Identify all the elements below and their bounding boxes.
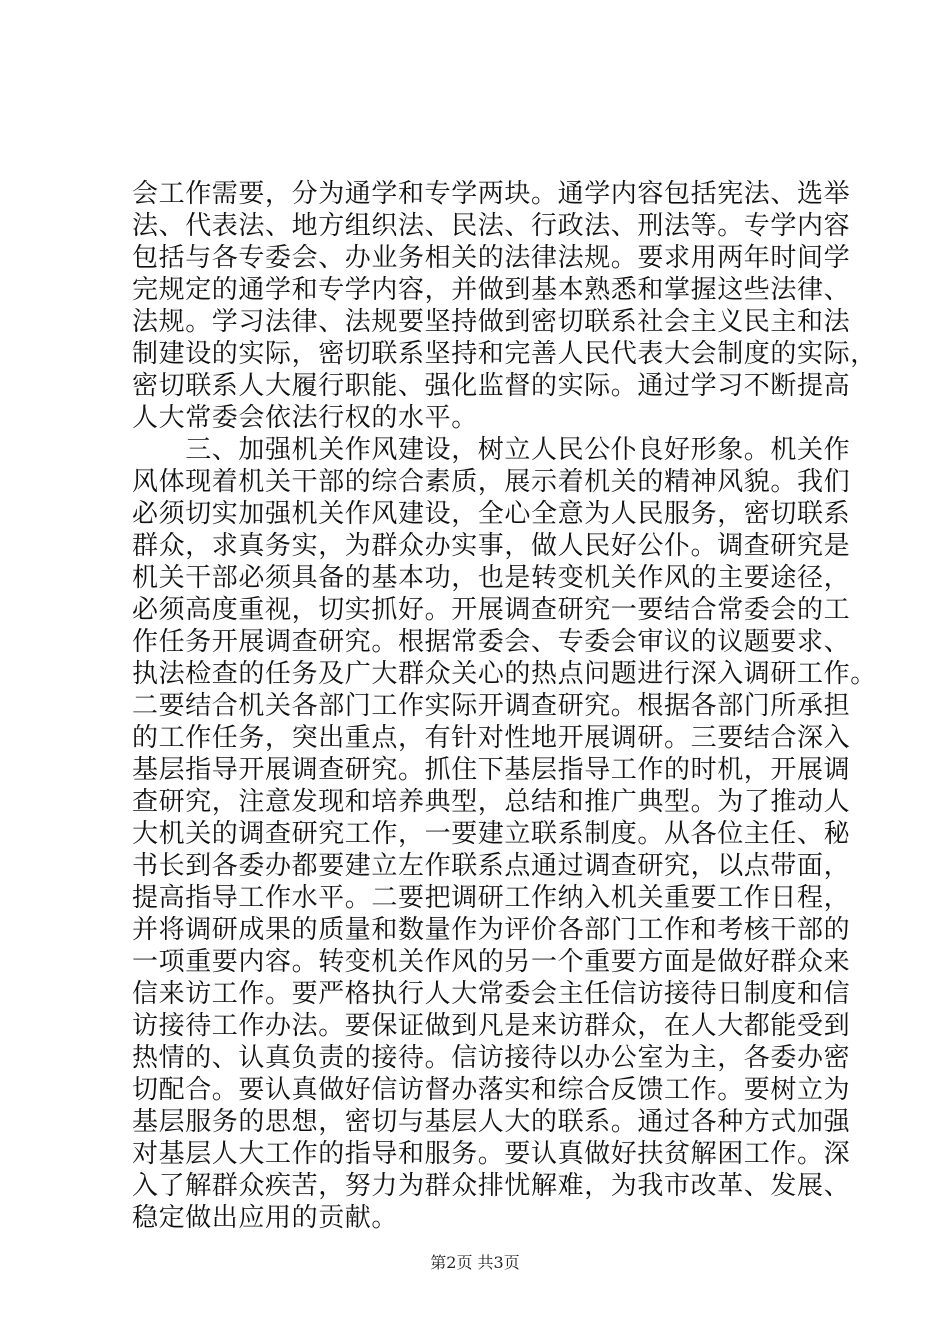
- text-line: 大机关的调查研究工作，一要建立联系制度。从各位主任、秘: [132, 819, 851, 849]
- text-line: 信来访工作。要严格执行人大常委会主任信访接待日制度和信: [132, 979, 851, 1009]
- text-line: 并将调研成果的质量和数量作为评价各部门工作和考核干部的: [132, 915, 851, 945]
- text-line: 包括与各专委会、办业务相关的法律法规。要求用两年时间学: [132, 243, 851, 273]
- text-line: 三、加强机关作风建设，树立人民公仆良好形象。机关作: [132, 435, 851, 465]
- text-line: 制建设的实际，密切联系坚持和完善人民代表大会制度的实际，: [132, 339, 877, 369]
- text-line: 热情的、认真负责的接待。信访接待以办公室为主，各委办密: [132, 1043, 851, 1073]
- text-line: 查研究，注意发现和培养典型，总结和推广典型。为了推动人: [132, 787, 851, 817]
- page-number-footer: 第2页 共3页: [430, 1253, 520, 1272]
- text-line: 切配合。要认真做好信访督办落实和综合反馈工作。要树立为: [132, 1075, 851, 1105]
- text-line: 执法检查的任务及广大群众关心的热点问题进行深入调研工作。: [132, 659, 877, 689]
- text-line: 必须高度重视，切实抓好。开展调查研究一要结合常委会的工: [132, 595, 851, 625]
- text-line: 密切联系人大履行职能、强化监督的实际。通过学习不断提高: [132, 371, 851, 401]
- text-line: 基层指导开展调查研究。抓住下基层指导工作的时机，开展调: [132, 755, 851, 785]
- text-line: 提高指导工作水平。二要把调研工作纳入机关重要工作日程，: [132, 883, 851, 913]
- text-line: 法规。学习法律、法规要坚持做到密切联系社会主义民主和法: [132, 307, 851, 337]
- text-line: 必须切实加强机关作风建设，全心全意为人民服务，密切联系: [132, 499, 851, 529]
- text-line: 对基层人大工作的指导和服务。要认真做好扶贫解困工作。深: [132, 1139, 851, 1169]
- text-line: 入了解群众疾苦，努力为群众排忧解难，为我市改革、发展、: [132, 1171, 851, 1201]
- text-line: 一项重要内容。转变机关作风的另一个重要方面是做好群众来: [132, 947, 851, 977]
- text-line: 基层服务的思想，密切与基层人大的联系。通过各种方式加强: [132, 1107, 851, 1137]
- text-line: 会工作需要，分为通学和专学两块。通学内容包括宪法、选举: [132, 179, 851, 209]
- text-line: 稳定做出应用的贡献。: [132, 1203, 399, 1233]
- text-line: 完规定的通学和专学内容，并做到基本熟悉和掌握这些法律、: [132, 275, 851, 305]
- text-line: 法、代表法、地方组织法、民法、行政法、刑法等。专学内容: [132, 211, 851, 241]
- text-line: 作任务开展调查研究。根据常委会、专委会审议的议题要求、: [132, 627, 851, 657]
- text-line: 访接待工作办法。要保证做到凡是来访群众，在人大都能受到: [132, 1011, 851, 1041]
- text-line: 的工作任务，突出重点，有针对性地开展调研。三要结合深入: [132, 723, 851, 753]
- text-line: 风体现着机关干部的综合素质，展示着机关的精神风貌。我们: [132, 467, 851, 497]
- text-line: 机关干部必须具备的基本功，也是转变机关作风的主要途径，: [132, 563, 851, 593]
- text-line: 二要结合机关各部门工作实际开调查研究。根据各部门所承担: [132, 691, 851, 721]
- text-line: 人大常委会依法行权的水平。: [132, 403, 478, 433]
- text-line: 群众，求真务实，为群众办实事，做人民好公仆。调查研究是: [132, 531, 851, 561]
- text-line: 书长到各委办都要建立左作联系点通过调查研究，以点带面，: [132, 851, 851, 881]
